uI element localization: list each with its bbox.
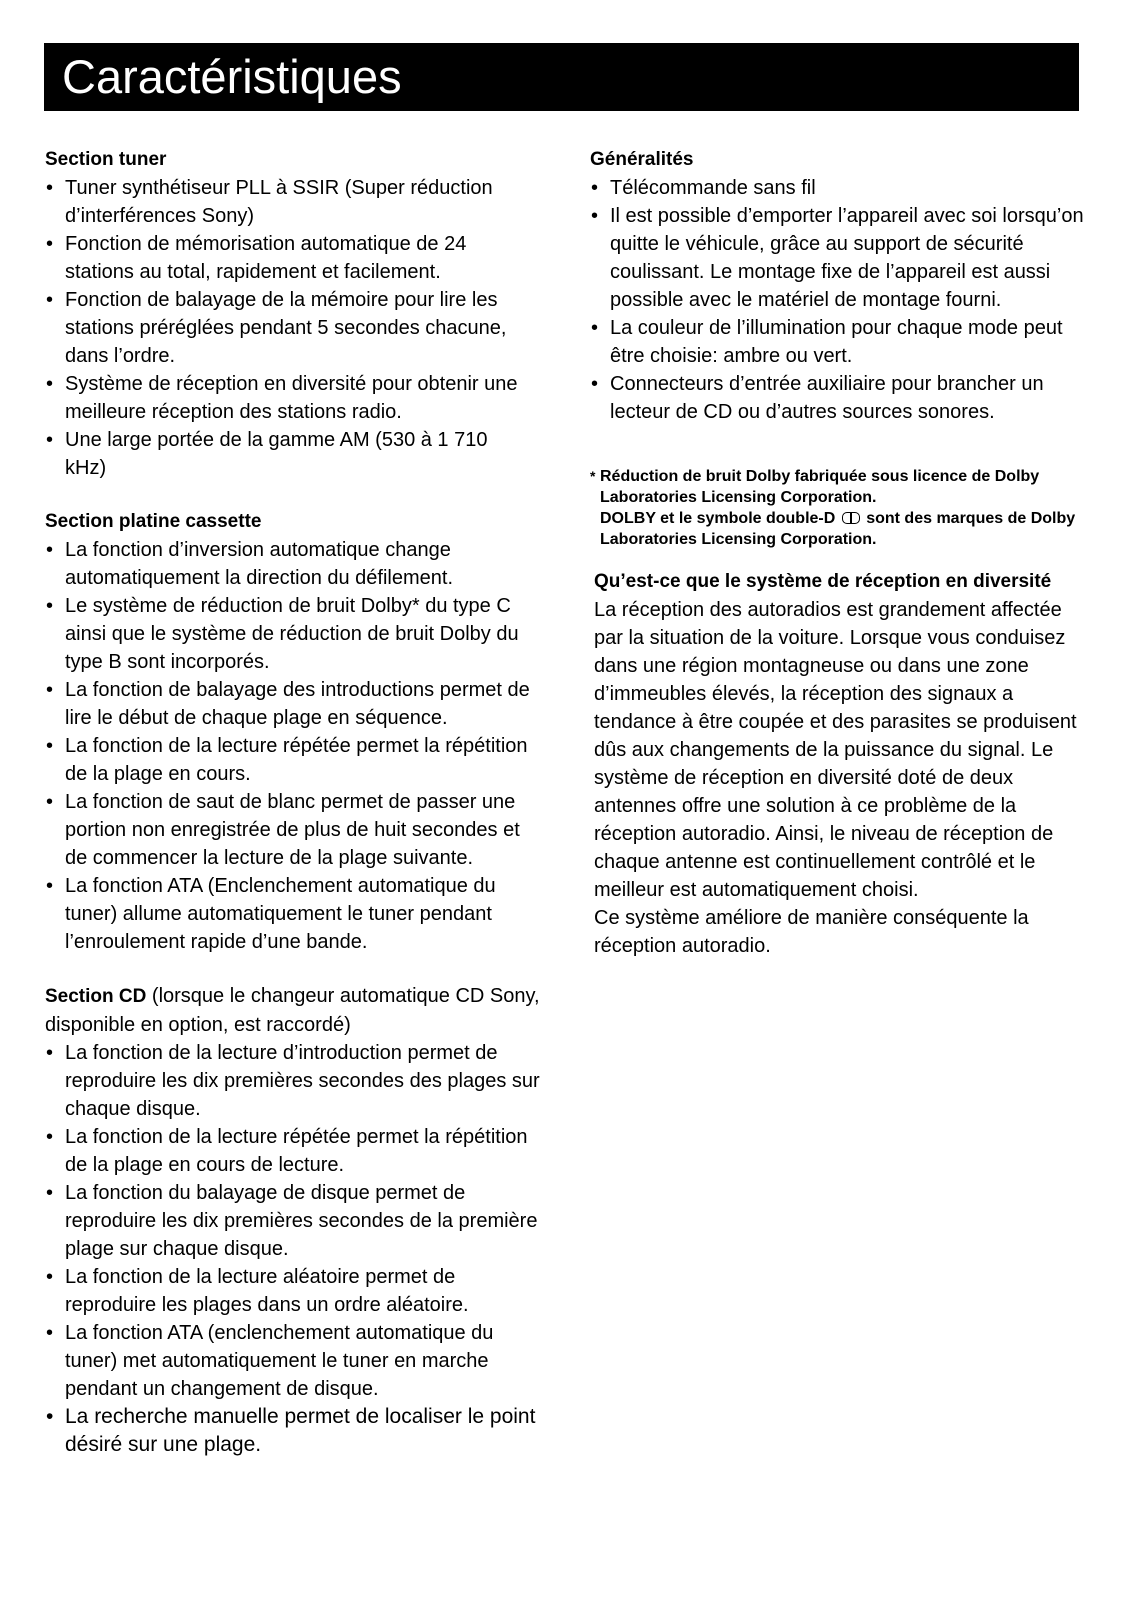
cd-heading-line (45, 982, 540, 1039)
list-item: • La fonction du balayage de disque permet de reproduire les dix premières secondes de la première plage sur chaque disque. (45, 1179, 540, 1263)
cassette-heading: Section platine cassette (45, 511, 262, 532)
list-item: • Fonction de balayage de la mémoire pour lire les stations préréglées pendant 5 secondes chacune, dans l’ordre. (45, 286, 540, 370)
diversity-paragraph: Ce système améliore de manière conséquente la réception autoradio. (594, 907, 1029, 957)
cassette-list (45, 536, 540, 956)
list-item: • La couleur de l’illumination pour chaque mode peut être choisie: ambre ou vert. (590, 314, 1085, 370)
cd-section (45, 982, 540, 1459)
list-item: • La fonction ATA (Enclenchement automatique du tuner) allume automatiquement le tuner pendant l’enroulement rapide d’une bande. (45, 872, 540, 956)
list-item: • Télécommande sans fil (590, 174, 1085, 202)
general-section (590, 146, 1085, 426)
diversity-section (590, 568, 1085, 960)
footnote-text: sont des marques de Dolby Laboratories Licensing Corporation. (600, 510, 1076, 548)
list-item: • La fonction de la lecture répétée permet la répétition de la plage en cours de lecture. (45, 1123, 540, 1179)
right-column (590, 146, 1085, 960)
list-item: • Il est possible d’emporter l’appareil avec soi lorsqu’on quitte le véhicule, grâce au support de sécurité coulissant. Le montage fixe de l’appareil est aussi possible avec le matériel de montage fourni. (590, 202, 1085, 314)
diversity-paragraph: La réception des autoradios est grandement affectée par la situation de la voiture. Lorsque vous conduisez dans une région montagneuse ou dans une zone d’immeubles élevés, la réception des signaux a tendance à être coupée et des parasites se produisent dûs aux changements de la puissance du signal. Le système de réception en diversité doté de deux antennes offre une solution à ce problème de la réception autoradio. Ainsi, le niveau de réception de chaque antenne est continuellement contrôlé et le meilleur est automatiquement choisi. (594, 599, 1077, 901)
general-list (590, 174, 1085, 426)
diversity-heading: Qu’est-ce que le système de réception en diversité (594, 571, 1052, 592)
list-item: • La recherche manuelle permet de localiser le point désiré sur une plage. (45, 1403, 540, 1459)
tuner-section (45, 146, 540, 482)
list-item: • Connecteurs d’entrée auxiliaire pour brancher un lecteur de CD ou d’autres sources sonores. (590, 370, 1085, 426)
general-heading: Généralités (590, 149, 694, 170)
cassette-section (45, 508, 540, 956)
list-item: • Une large portée de la gamme AM (530 à 1 710 kHz) (45, 426, 505, 482)
list-item: • La fonction de saut de blanc permet de passer une portion non enregistrée de plus de huit secondes et de commencer la lecture de la plage suivante. (45, 788, 540, 872)
dolby-double-d-icon (842, 509, 860, 521)
footnote-line: Réduction de bruit Dolby fabriquée sous licence de Dolby Laboratories Licensing Corporation. (600, 468, 1040, 506)
cd-list (45, 1039, 540, 1459)
list-item: • Système de réception en diversité pour obtenir une meilleure réception des stations radio. (45, 370, 540, 426)
left-column (45, 146, 540, 1485)
cd-heading: Section CD (45, 986, 147, 1007)
dolby-footnote (590, 466, 1085, 550)
list-item: • Le système de réduction de bruit Dolby* du type C ainsi que le système de réduction de bruit Dolby du type B sont incorporés. (45, 592, 540, 676)
page-title: Caractéristiques (62, 50, 402, 103)
list-item: • La fonction de balayage des introductions permet de lire le début de chaque plage en séquence. (45, 676, 540, 732)
footnote-marker: * (590, 468, 596, 484)
list-item: • Fonction de mémorisation automatique de 24 stations au total, rapidement et facilement. (45, 230, 540, 286)
footnote-line (600, 508, 1085, 550)
tuner-heading: Section tuner (45, 149, 167, 170)
list-item: • La fonction d’inversion automatique change automatiquement la direction du défilement. (45, 536, 540, 592)
cd-subheading: (lorsque le changeur automatique CD Sony, disponible en option, est raccordé) (45, 985, 540, 1036)
footnote-text: DOLBY et le symbole double-D (600, 510, 836, 527)
list-item: • La fonction ATA (enclenchement automatique du tuner) met automatiquement le tuner en marche pendant un changement de disque. (45, 1319, 540, 1403)
list-item: • La fonction de la lecture répétée permet la répétition de la plage en cours. (45, 732, 540, 788)
tuner-list (45, 174, 540, 482)
list-item: • La fonction de la lecture aléatoire permet de reproduire les plages dans un ordre aléatoire. (45, 1263, 540, 1319)
title-bar (44, 43, 1079, 111)
list-item: • Tuner synthétiseur PLL à SSIR (Super réduction d’interférences Sony) (45, 174, 540, 230)
list-item: • La fonction de la lecture d’introduction permet de reproduire les dix premières secondes des plages sur chaque disque. (45, 1039, 540, 1123)
